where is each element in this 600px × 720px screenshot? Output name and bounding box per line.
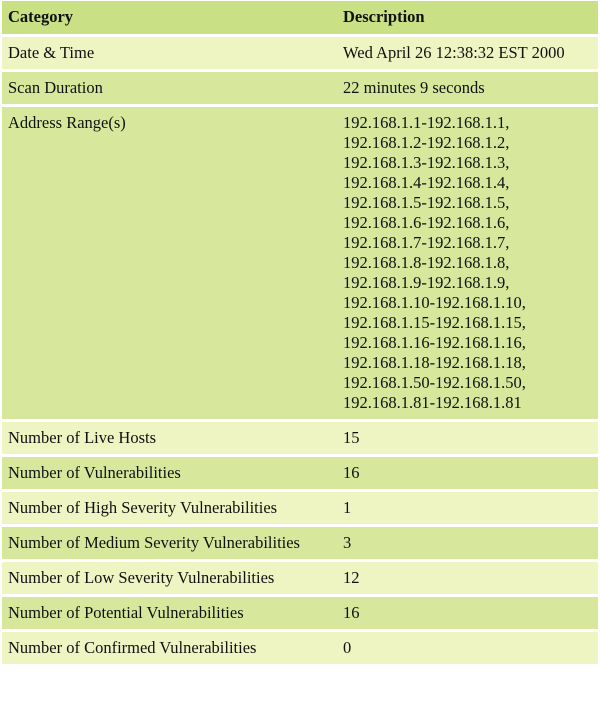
address-range-line: 192.168.1.16-192.168.1.16, — [343, 333, 526, 352]
table-row-medium-severity — [2, 527, 598, 559]
table-row-address-ranges — [2, 107, 598, 419]
table-row-potential — [2, 597, 598, 629]
table-row-high-severity — [2, 492, 598, 524]
description-cell: 1 — [337, 492, 598, 524]
category-cell: Number of Vulnerabilities — [2, 457, 337, 489]
category-cell: Number of Medium Severity Vulnerabilities — [2, 527, 337, 559]
category-cell: Number of Potential Vulnerabilities — [2, 597, 337, 629]
address-range-line: 192.168.1.10-192.168.1.10, — [343, 293, 526, 312]
address-range-line: 192.168.1.3-192.168.1.3, — [343, 153, 510, 172]
description-cell: 22 minutes 9 seconds — [337, 72, 598, 104]
table-header-row — [2, 1, 598, 34]
address-range-line: 192.168.1.1-192.168.1.1, — [343, 113, 510, 132]
description-cell: 3 — [337, 527, 598, 559]
category-cell: Number of High Severity Vulnerabilities — [2, 492, 337, 524]
address-range-line: 192.168.1.4-192.168.1.4, — [343, 173, 510, 192]
address-range-line: 192.168.1.50-192.168.1.50, — [343, 373, 526, 392]
description-cell: 16 — [337, 597, 598, 629]
category-cell: Number of Confirmed Vulnerabilities — [2, 632, 337, 664]
category-cell: Number of Live Hosts — [2, 422, 337, 454]
address-range-line: 192.168.1.18-192.168.1.18, — [343, 353, 526, 372]
address-range-line: 192.168.1.2-192.168.1.2, — [343, 133, 510, 152]
address-range-line: 192.168.1.7-192.168.1.7, — [343, 233, 510, 252]
column-header-category: Category — [2, 1, 337, 34]
description-cell: 0 — [337, 632, 598, 664]
table-row-scan-duration — [2, 72, 598, 104]
description-cell: 16 — [337, 457, 598, 489]
category-cell: Address Range(s) — [2, 107, 337, 419]
category-cell: Scan Duration — [2, 72, 337, 104]
address-range-line: 192.168.1.5-192.168.1.5, — [343, 193, 510, 212]
address-range-list — [337, 107, 598, 419]
description-cell: 12 — [337, 562, 598, 594]
scan-summary-table — [2, 0, 598, 667]
address-range-line: 192.168.1.9-192.168.1.9, — [343, 273, 510, 292]
table-row-low-severity — [2, 562, 598, 594]
address-range-line: 192.168.1.15-192.168.1.15, — [343, 313, 526, 332]
category-cell: Number of Low Severity Vulnerabilities — [2, 562, 337, 594]
table-row-date-time — [2, 37, 598, 69]
category-cell: Date & Time — [2, 37, 337, 69]
table-row-confirmed — [2, 632, 598, 664]
table-row-live-hosts — [2, 422, 598, 454]
description-cell: Wed April 26 12:38:32 EST 2000 — [337, 37, 598, 69]
column-header-description: Description — [337, 1, 598, 34]
table-row-vulnerabilities — [2, 457, 598, 489]
address-range-line: 192.168.1.81-192.168.1.81 — [343, 393, 522, 412]
description-cell: 15 — [337, 422, 598, 454]
address-range-line: 192.168.1.8-192.168.1.8, — [343, 253, 510, 272]
address-range-line: 192.168.1.6-192.168.1.6, — [343, 213, 510, 232]
